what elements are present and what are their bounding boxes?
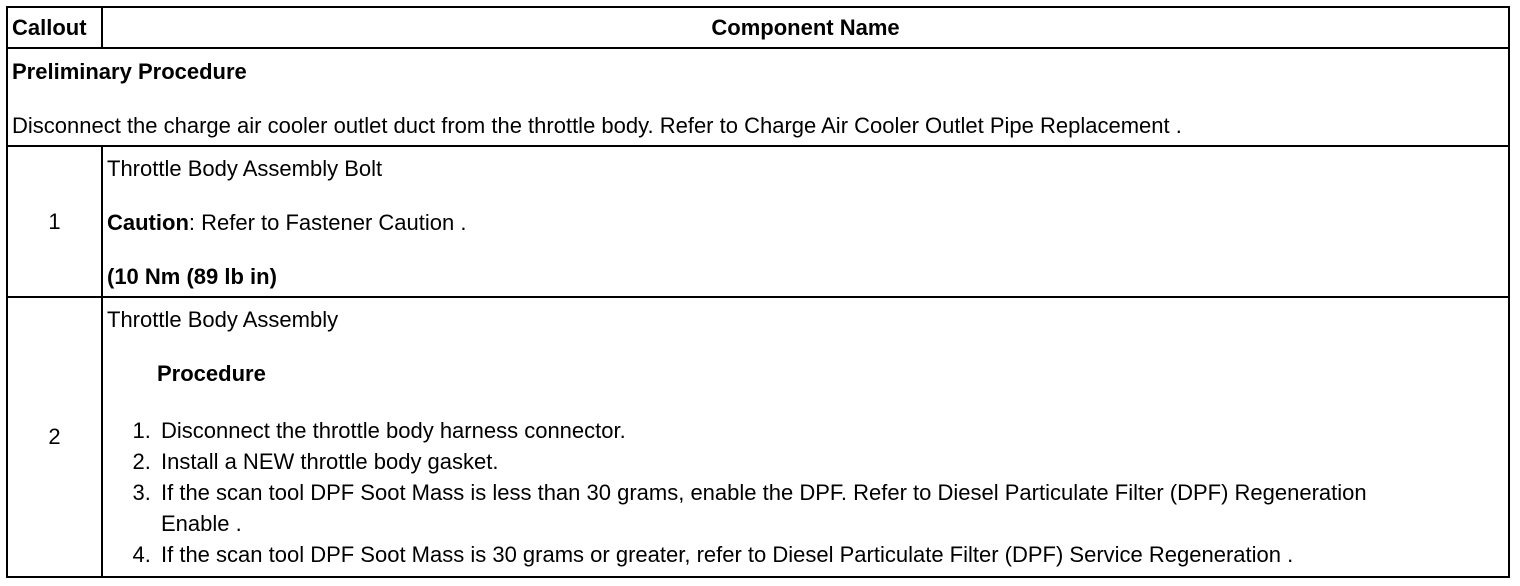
component-table [6, 6, 1510, 578]
component-name-header: Component Name [102, 7, 1509, 48]
procedure-steps [107, 415, 1504, 570]
preliminary-row [7, 48, 1509, 146]
procedure-step: 4. If the scan tool DPF Soot Mass is 30 grams or greater, refer to Diesel Particulate Filter (DPF) Service Regeneration . [157, 539, 1504, 570]
component-table-wrapper [6, 6, 1508, 578]
component-name: Throttle Body Assembly [107, 306, 339, 332]
component-cell [102, 297, 1509, 577]
component-name: Throttle Body Assembly Bolt [107, 155, 383, 181]
table-row [7, 146, 1509, 297]
table-row [7, 297, 1509, 577]
preliminary-cell [7, 48, 1509, 146]
callout-number: 2 [7, 297, 102, 577]
caution-text: : Refer to Fastener Caution . [188, 209, 467, 235]
caution-label: Caution [107, 209, 189, 235]
callout-header: Callout [7, 7, 102, 48]
preliminary-text: Disconnect the charge air cooler outlet duct from the throttle body. Refer to Charge Air Cooler Outlet Pipe Replacement . [12, 113, 1182, 138]
table-header-row [7, 7, 1509, 48]
procedure-step: 3. If the scan tool DPF Soot Mass is less than 30 grams, enable the DPF. Refer to Diesel Particulate Filter (DPF) Regeneration Enable . [157, 477, 1504, 539]
callout-number: 1 [7, 146, 102, 297]
procedure-step: 2. Install a NEW throttle body gasket. [157, 446, 1504, 477]
torque-spec: (10 Nm (89 lb in) [107, 263, 277, 289]
preliminary-title: Preliminary Procedure [12, 59, 247, 84]
caution-line [107, 210, 1504, 236]
component-cell [102, 146, 1509, 297]
procedure-title: Procedure [157, 360, 266, 386]
procedure-step: 1. Disconnect the throttle body harness connector. [157, 415, 1504, 446]
